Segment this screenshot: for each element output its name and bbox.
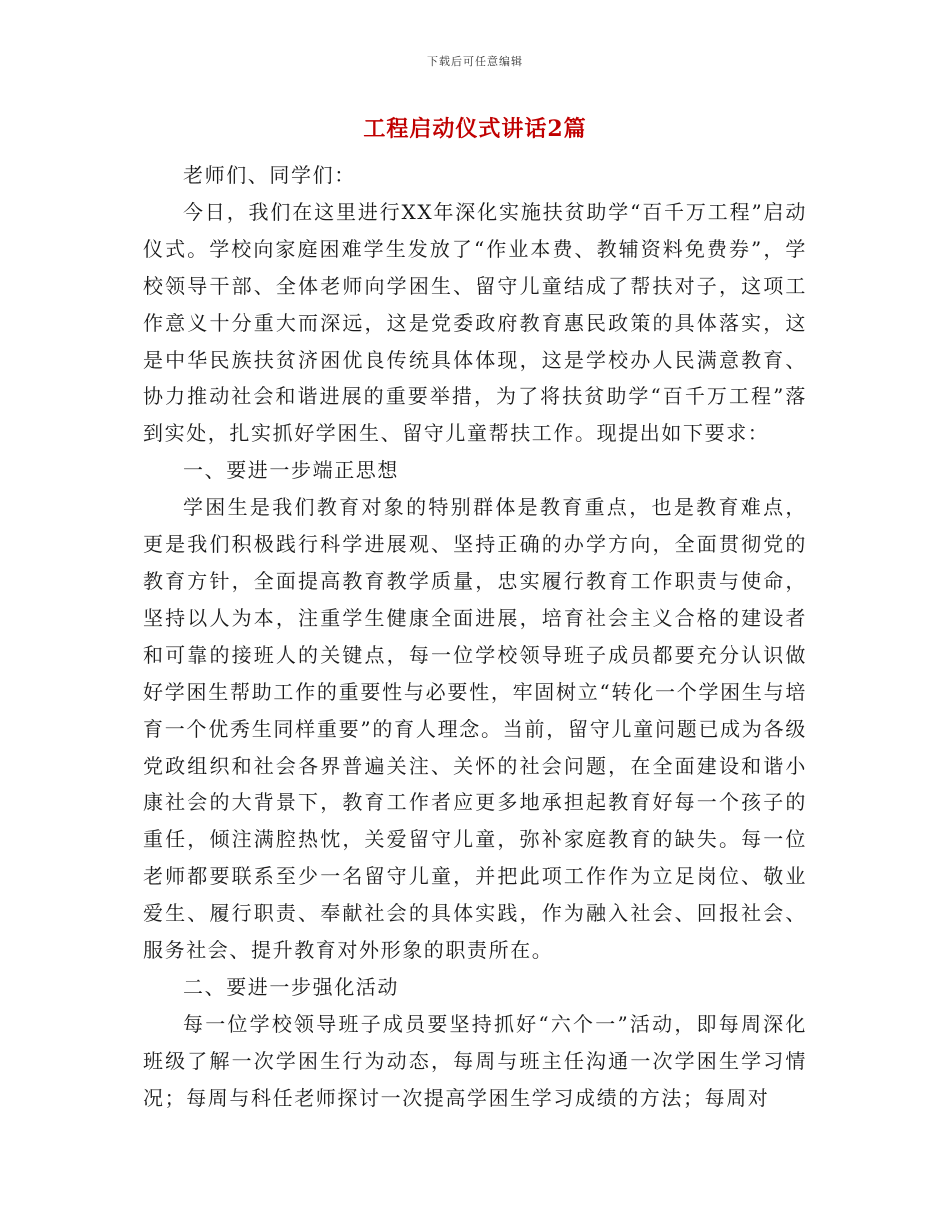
body-paragraph: 今日，我们在这里进行XX年深化实施扶贫助学“百千万工程”启动仪式。学校向家庭困难学生发放了“作业本费、教辅资料免费券”，学校领导干部、全体老师向学困生、留守儿童结成了帮扶对子，这项工作意义十分重大而深远，这是党委政府教育惠民政策的具体落实，这是中华民族扶贫济困优良传统具体体现，这是学校办人民满意教育、协力推动社会和谐进展的重要举措，为了将扶贫助学“百千万工程”落到实处，扎实抓好学困生、留守儿童帮扶工作。现提出如下要求： — [143, 199, 807, 446]
document-body — [143, 157, 807, 1117]
page-header-note: 下载后可任意编辑 — [427, 55, 523, 68]
body-paragraph: 学困生是我们教育对象的特别群体是教育重点，也是教育难点，更是我们积极践行科学进展观、坚持正确的办学方向，全面贯彻党的教育方针，全面提高教育教学质量，忠实履行教育工作职责与使命，坚持以人为本，注重学生健康全面进展，培育社会主义合格的建设者和可靠的接班人的关键点，每一位学校领导班子成员都要充分认识做好学困生帮助工作的重要性与必要性，牢固树立“转化一个学困生与培育一个优秀生同样重要”的育人理念。当前，留守儿童问题已成为各级党政组织和社会各界普遍关注、关怀的社会问题，在全面建设和谐小康社会的大背景下，教育工作者应更多地承担起教育好每一个孩子的重任，倾注满腔热忱，关爱留守儿童，弥补家庭教育的缺失。每一位老师都要联系至少一名留守儿童，并把此项工作作为立足岗位、敬业爱生、履行职责、奉献社会的具体实践，作为融入社会、回报社会、服务社会、提升教育对外形象的职责所在。 — [143, 495, 807, 963]
salutation-paragraph: 老师们、同学们： — [183, 163, 356, 187]
section-heading: 一、要进一步端正思想 — [183, 458, 399, 483]
section-heading: 二、要进一步强化活动 — [183, 974, 399, 999]
body-paragraph: 每一位学校领导班子成员要坚持抓好“六个一”活动，即每周深化班级了解一次学困生行为动态，每周与班主任沟通一次学困生学习情况；每周与科任老师探讨一次提高学困生学习成绩的方法；每周对 — [143, 1011, 807, 1110]
document-title: 工程启动仪式讲话2篇 — [363, 116, 587, 142]
